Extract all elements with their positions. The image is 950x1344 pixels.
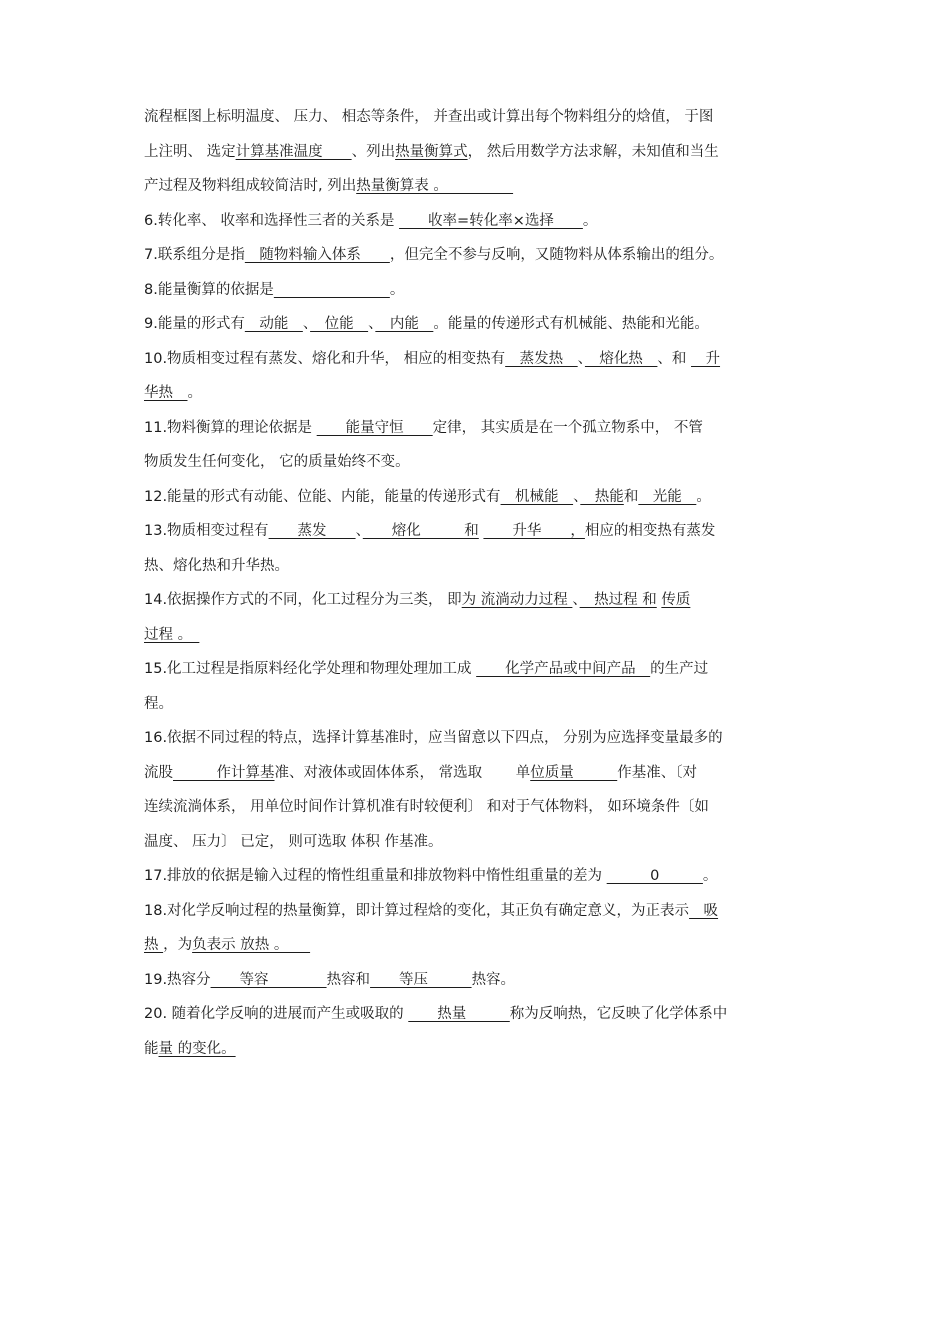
text-line bbox=[144, 514, 814, 549]
text-segment: 热容和 bbox=[326, 971, 371, 988]
text-line bbox=[144, 721, 814, 756]
text-line bbox=[144, 135, 814, 170]
text-segment: 。 bbox=[389, 281, 405, 298]
text-segment: 的生产过 bbox=[650, 661, 709, 677]
text-line bbox=[144, 480, 814, 515]
underlined-answer: 作计算基 bbox=[173, 764, 275, 781]
text-line bbox=[144, 549, 814, 584]
text-line bbox=[144, 100, 814, 135]
text-segment: 17.排放的依据是输入过程的惰性组重量和排放物料中惰性组重量的差为 bbox=[144, 868, 607, 884]
underlined-answer: 华热 bbox=[144, 385, 188, 401]
text-segment: ，为 bbox=[163, 937, 193, 953]
underlined-answer: 能量守恒 bbox=[316, 419, 433, 436]
text-line bbox=[144, 790, 814, 825]
text-segment: 程。 bbox=[144, 695, 173, 712]
text-segment: 。 bbox=[582, 212, 598, 229]
text-line bbox=[144, 307, 814, 342]
text-line bbox=[144, 376, 814, 411]
text-segment: 流股 bbox=[144, 764, 173, 781]
text-segment: 。 bbox=[187, 385, 202, 401]
text-segment: 、 bbox=[368, 316, 376, 332]
underlined-answer: 为 流淌动力过程 bbox=[461, 592, 573, 608]
text-line bbox=[144, 997, 814, 1032]
text-segment: 、 bbox=[572, 592, 580, 608]
text-segment: 流程框图上标明温度、 压力、 相态等条件， 并查出或计算出每个物料组分的焓值， 于图 bbox=[144, 109, 714, 125]
text-segment: 定律， 其实质是在一个孤立物系中， 不管 bbox=[432, 419, 703, 436]
underlined-answer: 0 bbox=[606, 868, 703, 884]
text-segment: 物质发生任何变化， 它的质量始终不变。 bbox=[144, 454, 410, 470]
text-segment: 12.能量的形式有动能、位能、内能，能量的传递形式有 bbox=[144, 488, 501, 505]
underlined-answer: 随物料输入体系 bbox=[244, 247, 390, 263]
text-line bbox=[144, 894, 814, 929]
text-line bbox=[144, 618, 814, 653]
text-segment: 。能量的传递形式有机械能、热能和光能。 bbox=[433, 316, 709, 332]
underlined-answer: 内能 bbox=[375, 316, 434, 332]
text-line bbox=[144, 583, 814, 618]
underlined-answer: 位质量 bbox=[530, 764, 618, 781]
underlined-answer: 吸 bbox=[689, 902, 719, 919]
underlined-answer: 过程 。 bbox=[144, 626, 200, 643]
text-segment: 16.依据不同过程的特点，选择计算基准时，应当留意以下四点， 分别为应选择变量最多的 bbox=[144, 730, 723, 746]
text-segment: 准、对液体或固体体系， 常选取 单 bbox=[274, 764, 531, 781]
text-line bbox=[144, 411, 814, 446]
text-segment: 上注明、 选定 bbox=[144, 143, 236, 160]
text-line bbox=[144, 204, 814, 239]
text-segment: 8.能量衡算的依据是 bbox=[144, 281, 274, 298]
underlined-answer: 收率=转化率×选择 bbox=[399, 212, 583, 229]
text-line bbox=[144, 273, 814, 308]
underlined-answer: 位能 bbox=[310, 316, 369, 332]
text-segment: 18.对化学反响过程的热量衡算，即计算过程焓的变化，其正负有确定意义，为正表示 bbox=[144, 902, 690, 919]
text-segment: 、 bbox=[573, 488, 581, 505]
text-segment: 。 bbox=[696, 488, 711, 505]
document-body bbox=[144, 100, 814, 1066]
text-line bbox=[144, 238, 814, 273]
text-segment: 、 bbox=[355, 523, 363, 539]
text-segment: 热、熔化热和升华热。 bbox=[144, 557, 289, 574]
underlined-answer: 光能 bbox=[638, 488, 697, 505]
text-segment: 7.联系组分是指 bbox=[144, 247, 245, 263]
text-segment: 19.热容分 bbox=[144, 971, 211, 988]
text-line bbox=[144, 928, 814, 963]
text-segment: 14.依据操作方式的不同，化工过程分为三类， 即 bbox=[144, 592, 462, 608]
text-segment: 10.物质相变过程有蒸发、熔化和升华， 相应的相变热有 bbox=[144, 350, 506, 367]
text-line bbox=[144, 825, 814, 860]
underlined-answer: 热量 bbox=[408, 1006, 510, 1022]
text-line bbox=[144, 342, 814, 377]
underlined-answer: 热过程 和 bbox=[579, 592, 657, 608]
underlined-answer: 热量衡算表 。 bbox=[356, 178, 514, 194]
text-segment: 、 bbox=[577, 350, 585, 367]
text-segment: 11.物料衡算的理论依据是 bbox=[144, 419, 317, 436]
underlined-answer: 热 bbox=[144, 937, 164, 953]
text-line bbox=[144, 687, 814, 722]
underlined-answer: 负表示 放热 。 bbox=[192, 937, 311, 953]
underlined-answer: 化学产品或中间产品 bbox=[476, 661, 651, 677]
underlined-answer bbox=[274, 282, 390, 298]
text-segment: ，但完全不参与反响，又随物料从体系输出的组分。 bbox=[389, 247, 724, 263]
text-segment: 和 bbox=[623, 488, 639, 505]
text-line bbox=[144, 445, 814, 480]
text-line bbox=[144, 756, 814, 791]
underlined-answer: 机械能 bbox=[500, 488, 574, 505]
text-segment: 产过程及物料组成较简洁时, 列出 bbox=[144, 178, 357, 194]
underlined-answer: 等压 bbox=[370, 971, 472, 988]
underlined-answer: 计算基准温度 bbox=[235, 143, 352, 160]
text-segment: ， 然后用数学方法求解，未知值和当生 bbox=[467, 143, 719, 160]
text-segment: 、 bbox=[302, 316, 311, 332]
underlined-answer: 动能 bbox=[244, 316, 303, 332]
text-segment: 13.物质相变过程有 bbox=[144, 523, 269, 539]
underlined-answer: 热能 bbox=[580, 488, 624, 505]
underlined-answer: 升华 ， bbox=[483, 523, 585, 539]
text-segment: 6.转化率、 收率和选择性三者的关系是 bbox=[144, 212, 400, 229]
underlined-answer: 等容 bbox=[210, 971, 327, 988]
text-segment: 热容。 bbox=[471, 971, 516, 988]
text-segment: 、和 bbox=[657, 350, 692, 367]
text-segment: 连续流淌体系， 用单位时间作计算机准有时较便利〕 和对于气体物料， 如环境条件〔如 bbox=[144, 799, 709, 815]
text-line bbox=[144, 963, 814, 998]
underlined-answer: 量 的变化。 bbox=[158, 1040, 236, 1057]
text-segment: 相应的相变热有蒸发 bbox=[584, 523, 716, 539]
text-segment: 作基准、〔对 bbox=[617, 764, 697, 781]
underlined-answer: 熔化热 bbox=[584, 350, 658, 367]
text-segment: 9.能量的形式有 bbox=[144, 316, 245, 332]
underlined-answer: 蒸发热 bbox=[505, 350, 578, 367]
underlined-answer: 蒸发 bbox=[268, 523, 356, 539]
text-segment: 能 bbox=[144, 1040, 159, 1057]
text-segment: 。 bbox=[702, 868, 718, 884]
text-line bbox=[144, 652, 814, 687]
underlined-answer: 熔化 和 bbox=[362, 523, 479, 539]
text-line bbox=[144, 169, 814, 204]
text-segment: 20. 随着化学反响的进展而产生或吸取的 bbox=[144, 1006, 409, 1022]
underlined-answer: 升 bbox=[691, 350, 721, 367]
text-segment: 15.化工过程是指原料经化学处理和物理处理加工成 bbox=[144, 661, 477, 677]
underlined-answer: 传质 bbox=[661, 592, 691, 608]
text-segment: 、列出 bbox=[351, 143, 396, 160]
underlined-answer: 热量衡算式 bbox=[395, 143, 468, 160]
text-segment: 温度、 压力〕 已定， 则可选取 体积 作基准。 bbox=[144, 833, 443, 850]
text-line bbox=[144, 1032, 814, 1067]
text-segment: 称为反响热，它反映了化学体系中 bbox=[509, 1006, 728, 1022]
text-line bbox=[144, 859, 814, 894]
